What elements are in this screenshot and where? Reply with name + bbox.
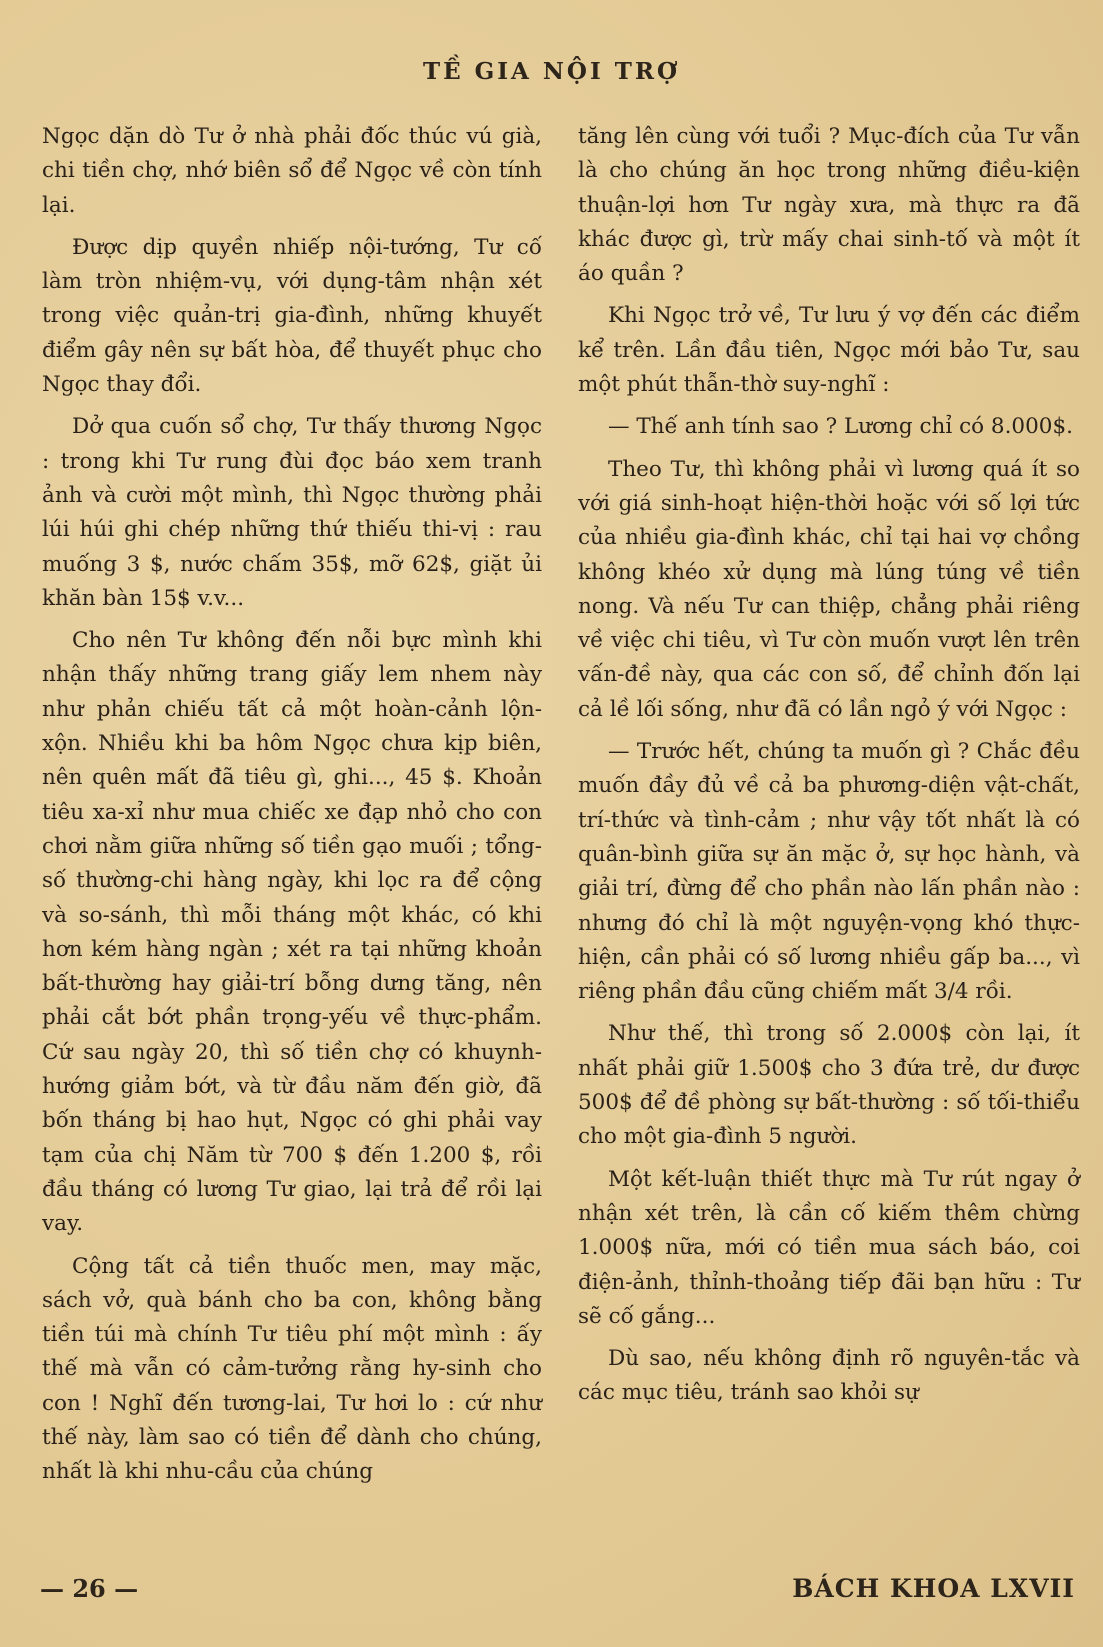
paragraph: Ngọc dặn dò Tư ở nhà phải đốc thúc vú già, chi tiền chợ, nhớ biên sổ để Ngọc về còn tính lại. bbox=[42, 124, 542, 218]
paragraph: Được dịp quyền nhiếp nội-tướng, Tư cố làm tròn nhiệm-vụ, với dụng-tâm nhận xét trong việc quản-trị gia-đình, những khuyết điểm gây nên sự bất hòa, để thuyết phục cho Ngọc thay đổi. bbox=[42, 234, 542, 398]
paragraph: Một kết-luận thiết thực mà Tư rút ngay ở nhận xét trên, là cần cố kiếm thêm chừng 1.000$ nữa, mới có tiền mua sách báo, coi điện-ảnh, thỉnh-thoảng tiếp đãi bạn hữu : Tư sẽ cố gắng... bbox=[578, 1166, 1080, 1329]
paragraph: Dở qua cuốn sổ chợ, Tư thấy thương Ngọc : trong khi Tư rung đùi đọc báo xem tranh ảnh và cười một mình, thì Ngọc thường phải lúi húi ghi chép những thứ thiếu thi-vị : rau muống 3 $, nước chấm 35$, mỡ 62$, giặt ủi khăn bàn 15$ v.v... bbox=[42, 414, 542, 611]
left-column bbox=[42, 120, 542, 1498]
paragraph: Dù sao, nếu không định rõ nguyên-tắc và các mục tiêu, tránh sao khỏi sự bbox=[578, 1346, 1080, 1406]
right-column bbox=[578, 120, 1080, 1419]
publication-name: BÁCH KHOA LXVII bbox=[792, 1574, 1075, 1603]
paragraph: Khi Ngọc trở về, Tư lưu ý vợ đến các điểm kể trên. Lần đầu tiên, Ngọc mới bảo Tư, sau một phút thẫn-thờ suy-nghĩ : bbox=[578, 303, 1080, 398]
paragraph: — Trước hết, chúng ta muốn gì ? Chắc đều muốn đầy đủ về cả ba phương-diện vật-chất, trí-thức và tình-cảm ; như vậy tốt nhất là có quân-bình giữa sự ăn mặc ở, sự học hành, và giải trí, đừng để cho phần nào lấn phần nào : nhưng đó chỉ là một nguyện-vọng khó thực-hiện, cần phải có số lương nhiều gấp ba..., vì riêng phần đầu cũng chiếm mất 3/4 rồi. bbox=[578, 739, 1080, 1005]
paragraph: Cho nên Tư không đến nỗi bực mình khi nhận thấy những trang giấy lem nhem này như phản chiếu tất cả một hoàn-cảnh lộn-xộn. Nhiều khi ba hôm Ngọc chưa kịp biên, nên quên mất đã tiêu gì, ghi..., 45 $. Khoản tiêu xa-xỉ như mua chiếc xe đạp nhỏ cho con chơi nằm giữa những số tiền gạo muối ; tổng-số thường-chi hàng ngày, khi lọc ra để cộng và so-sánh, thì mỗi tháng một khác, có khi hơn kém hàng ngàn ; xét ra tại những khoản bất-thường hay giải-trí bỗng dưng tăng, nên phải cắt bớt phần trọng-yếu về thực-phẩm. Cứ sau ngày 20, thì số tiền chợ có khuynh-hướng giảm bớt, và từ đầu năm đến giờ, đã bốn tháng bị hao hụt, Ngọc có ghi phải vay tạm của chị Năm từ 700 $ đến 1.200 $, rồi đầu tháng có lương Tư giao, lại trả để rồi lại vay. bbox=[42, 628, 542, 1237]
paragraph: Cộng tất cả tiền thuốc men, may mặc, sách vở, quà bánh cho ba con, không bằng tiền túi mà chính Tư tiêu phí một mình : ấy thế mà vẫn có cảm-tưởng rằng hy-sinh cho con ! Nghĩ đến tương-lai, Tư hơi lo : cứ như thế này, làm sao có tiền để dành cho chúng, nhất là khi nhu-cầu của chúng bbox=[42, 1253, 542, 1485]
running-title: TỀ GIA NỘI TRỢ bbox=[423, 58, 680, 85]
paragraph: tăng lên cùng với tuổi ? Mục-đích của Tư vẫn là cho chúng ăn học trong những điều-kiện thuận-lợi hơn Tư ngày xưa, mà thực ra đã khác được gì, trừ mấy chai sinh-tố và một ít áo quần ? bbox=[578, 124, 1080, 287]
paragraph: Như thế, thì trong số 2.000$ còn lại, ít nhất phải giữ 1.500$ cho 3 đứa trẻ, dư được 500$ để đề phòng sự bất-thường : số tối-thiểu cho một gia-đình 5 người. bbox=[578, 1021, 1080, 1150]
paragraph: — Thế anh tính sao ? Lương chỉ có 8.000$. bbox=[608, 414, 1073, 440]
page-number: — 26 — bbox=[40, 1574, 139, 1603]
paragraph: Theo Tư, thì không phải vì lương quá ít so với giá sinh-hoạt hiện-thời hoặc với số lợi tức của nhiều gia-đình khác, chỉ tại hai vợ chồng không khéo xử dụng mà lúng túng về tiền nong. Và nếu Tư can thiệp, chẳng phải riêng về việc chi tiêu, vì Tư còn muốn vượt lên trên vấn-đề này, qua các con số, để chỉnh đốn lại cả lề lối sống, như đã có lần ngỏ ý với Ngọc : bbox=[578, 456, 1080, 722]
